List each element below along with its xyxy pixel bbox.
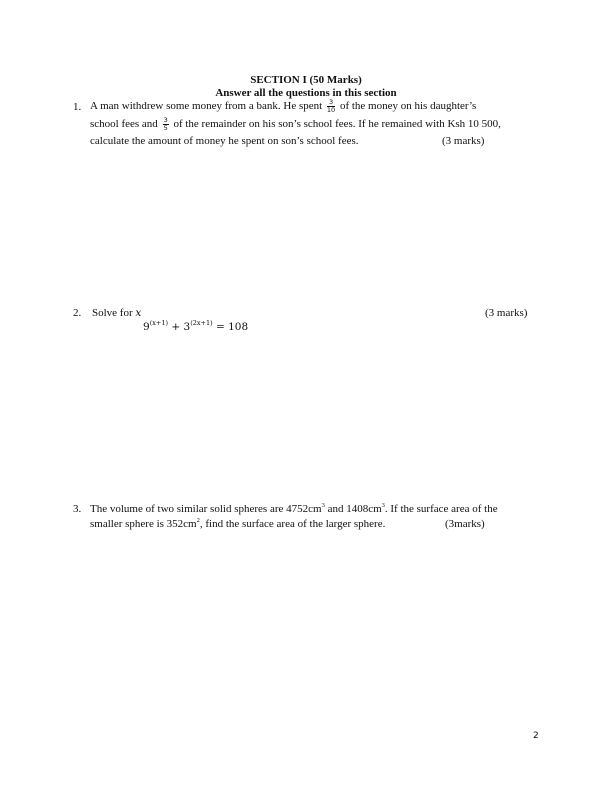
- text: and 1408cm: [324, 503, 382, 515]
- question-line: [90, 503, 498, 515]
- numerator: 3: [327, 99, 335, 107]
- equation: [143, 321, 248, 333]
- variable: x: [135, 307, 142, 319]
- text: , find the surface area of the larger sphere.: [199, 518, 386, 530]
- exponent: (x+1): [149, 319, 169, 327]
- section-title: SECTION I (50 Marks): [250, 74, 362, 86]
- rhs: = 108: [212, 321, 249, 333]
- denominator: 5: [163, 124, 168, 132]
- question-line: [90, 99, 476, 114]
- question-number: 3.: [73, 503, 82, 515]
- question-number: 1.: [73, 101, 82, 113]
- text: of the money on his daughter’s: [339, 100, 477, 113]
- superscript: 3: [381, 502, 385, 509]
- denominator: 10: [326, 106, 336, 114]
- text: Solve for: [92, 307, 133, 319]
- text: . If the surface area of the: [384, 503, 498, 515]
- text: of the remainder on his son’s school fees. If he remained with Ksh 10 500,: [173, 118, 501, 131]
- operator: +: [168, 321, 184, 333]
- question-line: calculate the amount of money he spent on son’s school fees.: [90, 135, 359, 147]
- exponent: (2x+1): [190, 319, 213, 327]
- superscript: 3: [321, 502, 325, 509]
- question-line: [90, 518, 385, 530]
- text: The volume of two similar solid spheres are 4752cm: [90, 503, 322, 515]
- superscript: 2: [196, 517, 200, 524]
- text: A man withdrew some money from a bank. He spent: [90, 100, 323, 113]
- marks: (3 marks): [485, 307, 528, 319]
- question-line: [92, 307, 141, 319]
- marks: (3marks): [445, 518, 485, 530]
- page-number: 2: [533, 731, 539, 741]
- base: 3: [183, 321, 191, 333]
- text: smaller sphere is 352cm: [90, 518, 197, 530]
- base: 9: [143, 321, 150, 333]
- question-number: 2.: [73, 307, 82, 319]
- instruction: Answer all the questions in this section: [215, 87, 397, 99]
- text: school fees and: [90, 118, 158, 131]
- question-line: [90, 117, 501, 132]
- marks: (3 marks): [442, 135, 485, 147]
- fraction: [327, 99, 335, 114]
- numerator: 3: [163, 116, 168, 124]
- fraction: [163, 117, 169, 132]
